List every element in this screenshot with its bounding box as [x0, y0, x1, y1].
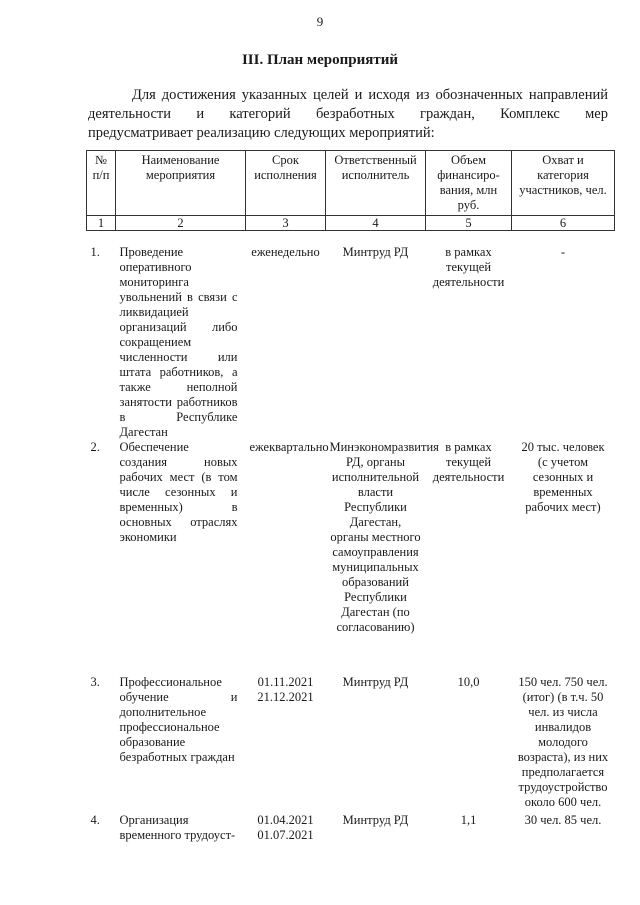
intro-line-2: деятельности и категорий безработных граждан, Комплекс мер [88, 106, 608, 122]
column-number: 3 [246, 216, 326, 231]
table-header-row [87, 151, 615, 216]
column-number: 5 [426, 216, 512, 231]
row-name: Проведение оперативного мониторинга увольнений в связи с ликвидацией организаций либо сокращением численности или штата работников, а также неполной занятости работников в Республике Дагестан [119, 245, 238, 439]
header-executor: Ответственный исполнитель [326, 151, 426, 216]
column-number-row [87, 216, 615, 231]
header-num: № п/п [87, 151, 116, 216]
row-name: Организация временного трудоуст- [119, 813, 236, 842]
row-executor: Минтруд РД [342, 675, 409, 689]
row-coverage: - [560, 245, 566, 259]
row-funding: в рамках текущей деятельности [432, 440, 505, 484]
action-plan-table [86, 150, 615, 843]
header-coverage: Охват и категория участников, чел. [512, 151, 615, 216]
row-coverage: 30 чел. 85 чел. [524, 813, 602, 827]
table-row [87, 440, 615, 675]
row-name: Обеспечение создания новых рабочих мест (в том числе сезонных и временных) в основных отраслях экономики [119, 440, 238, 544]
row-funding: 1,1 [460, 813, 477, 827]
table-row [87, 675, 615, 813]
page-number: 9 [316, 14, 324, 29]
row-executor: Минтруд РД [342, 813, 409, 827]
row-num: 4. [90, 813, 100, 827]
row-num: 1. [90, 245, 100, 259]
row-executor: Минтруд РД [342, 245, 409, 259]
row-term: 01.11.2021 21.12.2021 [257, 675, 314, 704]
row-term: 01.04.2021 01.07.2021 [257, 813, 314, 842]
header-funding: Объем финансиро-вания, млн руб. [426, 151, 512, 216]
header-name: Наименование мероприятия [116, 151, 246, 216]
table-row [87, 813, 615, 843]
column-number: 4 [326, 216, 426, 231]
row-term: ежеквартально [249, 440, 329, 454]
row-num: 2. [90, 440, 100, 454]
row-coverage: 20 тыс. человек (с учетом сезонных и временных рабочих мест) [521, 440, 605, 514]
row-coverage: 150 чел. 750 чел. (итог) (в т.ч. 50 чел. из числа инвалидов молодого возраста), из них предполагается трудоустройство около 600 чел. [517, 675, 609, 809]
column-number: 6 [512, 216, 615, 231]
column-number: 2 [116, 216, 246, 231]
row-num: 3. [90, 675, 100, 689]
section-heading: III. План мероприятий [241, 52, 399, 68]
row-funding: 10,0 [457, 675, 480, 689]
row-executor: Минэкономразвития РД, органы исполнительной власти Республики Дагестан, органы местного самоуправления муниципальных образований Республики Дагестан (по согласованию) [329, 440, 439, 634]
intro-line-1: Для достижения указанных целей и исходя из обозначенных направлений [132, 87, 608, 103]
table-row [87, 245, 615, 440]
header-term: Срок исполнения [246, 151, 326, 216]
row-name: Профессиональное обучение и дополнительное профессиональное образование безработных граждан [119, 675, 238, 764]
column-number: 1 [87, 216, 116, 231]
intro-paragraph [88, 86, 608, 143]
row-term: еженедельно [251, 245, 320, 259]
row-funding: в рамках текущей деятельности [432, 245, 505, 289]
intro-line-3: предусматривает реализацию следующих мероприятий: [88, 125, 435, 141]
